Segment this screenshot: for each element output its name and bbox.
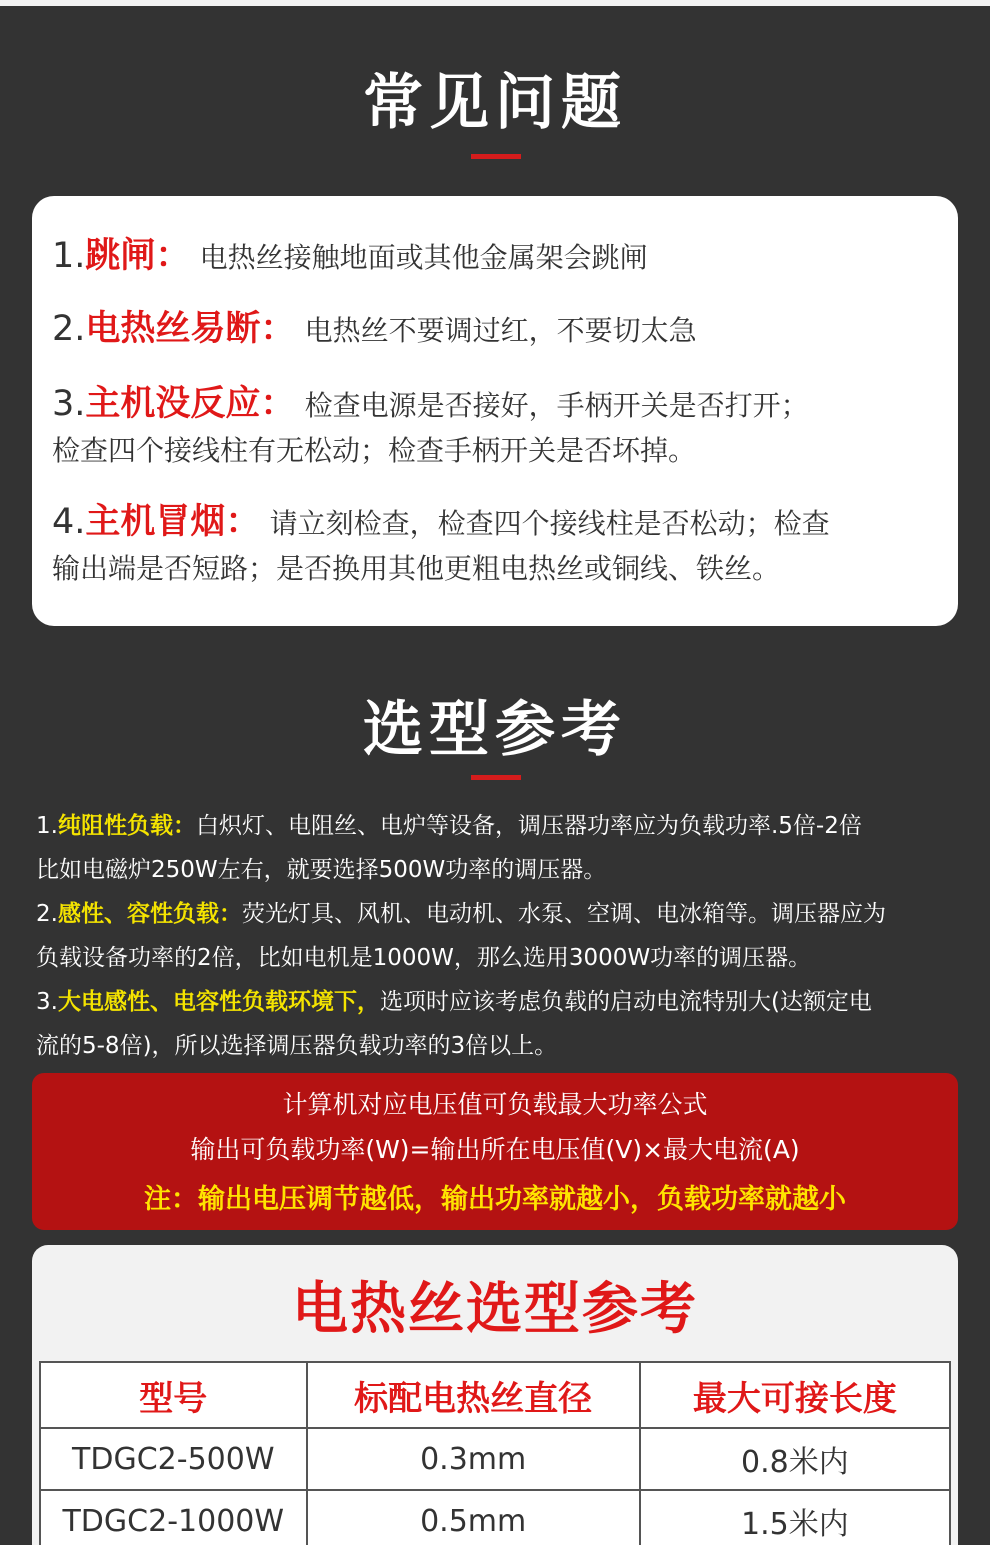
selection-line-prefix: 2. bbox=[36, 901, 58, 927]
selection-line-text: 负载设备功率的2倍，比如电机是1000W，那么选用3000W功率的调压器。 bbox=[36, 945, 812, 971]
selection-title: 选型参考 bbox=[363, 695, 627, 765]
formula-note: 注：输出电压调节越低，输出功率就越小，负载功率就越小 bbox=[144, 1184, 846, 1215]
faq-item-key: 电热丝易断： bbox=[85, 309, 296, 349]
faq-item-key: 跳闸： bbox=[85, 236, 191, 276]
selection-title-underline bbox=[471, 775, 521, 780]
table-cell-diameter: 0.3mm bbox=[307, 1428, 640, 1490]
faq-item bbox=[52, 500, 942, 591]
selection-line-highlight: 纯阻性负载： bbox=[57, 813, 196, 839]
faq-item-desc: 电热丝不要调过红，不要切太急 bbox=[304, 314, 697, 347]
top-strip bbox=[0, 0, 990, 6]
faq-item-number: 2. bbox=[52, 309, 86, 349]
faq-item-desc: 电热丝接触地面或其他金属架会跳闸 bbox=[199, 241, 648, 274]
faq-item-desc: 请立刻检查，检查四个接线柱是否松动；检查 bbox=[269, 507, 830, 540]
faq-item-desc-cont: 输出端是否短路；是否换用其他更粗电热丝或铜线、铁丝。 bbox=[52, 552, 781, 585]
selection-line-text: 流的5-8倍)，所以选择调压器负载功率的3倍以上。 bbox=[36, 1033, 558, 1059]
selection-line bbox=[36, 936, 966, 980]
faq-title-underline bbox=[471, 154, 521, 159]
table-row bbox=[40, 1428, 950, 1490]
selection-line bbox=[36, 892, 966, 936]
selection-line-text: 荧光灯具、风机、电动机、水泵、空调、电冰箱等。调压器应为 bbox=[241, 901, 886, 927]
faq-item-number: 4. bbox=[52, 502, 86, 542]
table-cell-diameter: 0.5mm bbox=[307, 1490, 640, 1545]
faq-item bbox=[52, 382, 942, 473]
selection-line-text: 白炽灯、电阻丝、电炉等设备，调压器功率应为负载功率.5倍-2倍 bbox=[195, 813, 862, 839]
faq-item-number: 3. bbox=[52, 384, 86, 424]
table-cell-max-length: 0.8米内 bbox=[640, 1428, 950, 1490]
wire-table bbox=[39, 1361, 951, 1545]
faq-item-desc: 检查电源是否接好，手柄开关是否打开； bbox=[304, 389, 809, 422]
faq-item-key: 主机没反应： bbox=[85, 384, 296, 424]
selection-line-highlight: 感性、容性负载： bbox=[57, 901, 242, 927]
formula-box bbox=[32, 1073, 958, 1230]
table-cell-model: TDGC2-500W bbox=[40, 1428, 307, 1490]
faq-card bbox=[32, 196, 958, 626]
table-header-row bbox=[40, 1362, 950, 1428]
selection-line-text: 比如电磁炉250W左右，就要选择500W功率的调压器。 bbox=[36, 857, 607, 883]
selection-line bbox=[36, 1024, 966, 1068]
table-cell-max-length: 1.5米内 bbox=[640, 1490, 950, 1545]
table-cell-model: TDGC2-1000W bbox=[40, 1490, 307, 1545]
selection-line-text: 选项时应该考虑负载的启动电流特别大(达额定电 bbox=[379, 989, 872, 1015]
column-header-model: 型号 bbox=[40, 1362, 307, 1428]
formula-equation: 输出可负载功率(W)=输出所在电压值(V)×最大电流(A) bbox=[190, 1135, 800, 1164]
faq-item-number: 1. bbox=[52, 236, 86, 276]
faq-item-key: 主机冒烟： bbox=[85, 502, 261, 542]
wire-table-title: 电热丝选型参考 bbox=[292, 1277, 698, 1342]
faq-item-desc-cont: 检查四个接线柱有无松动；检查手柄开关是否坏掉。 bbox=[52, 434, 697, 467]
selection-line-prefix: 3. bbox=[36, 989, 58, 1015]
selection-line bbox=[36, 804, 966, 848]
faq-item bbox=[52, 234, 942, 280]
faq-title: 常见问题 bbox=[363, 68, 627, 138]
faq-item bbox=[52, 307, 942, 353]
selection-line-highlight: 大电感性、电容性负载环境下， bbox=[57, 989, 380, 1015]
column-header-diameter: 标配电热丝直径 bbox=[307, 1362, 640, 1428]
formula-heading: 计算机对应电压值可负载最大功率公式 bbox=[282, 1090, 708, 1119]
selection-line-prefix: 1. bbox=[36, 813, 58, 839]
wire-selection-card bbox=[32, 1245, 958, 1545]
selection-line bbox=[36, 980, 966, 1024]
table-row bbox=[40, 1490, 950, 1545]
selection-line bbox=[36, 848, 966, 892]
column-header-max-length: 最大可接长度 bbox=[640, 1362, 950, 1428]
